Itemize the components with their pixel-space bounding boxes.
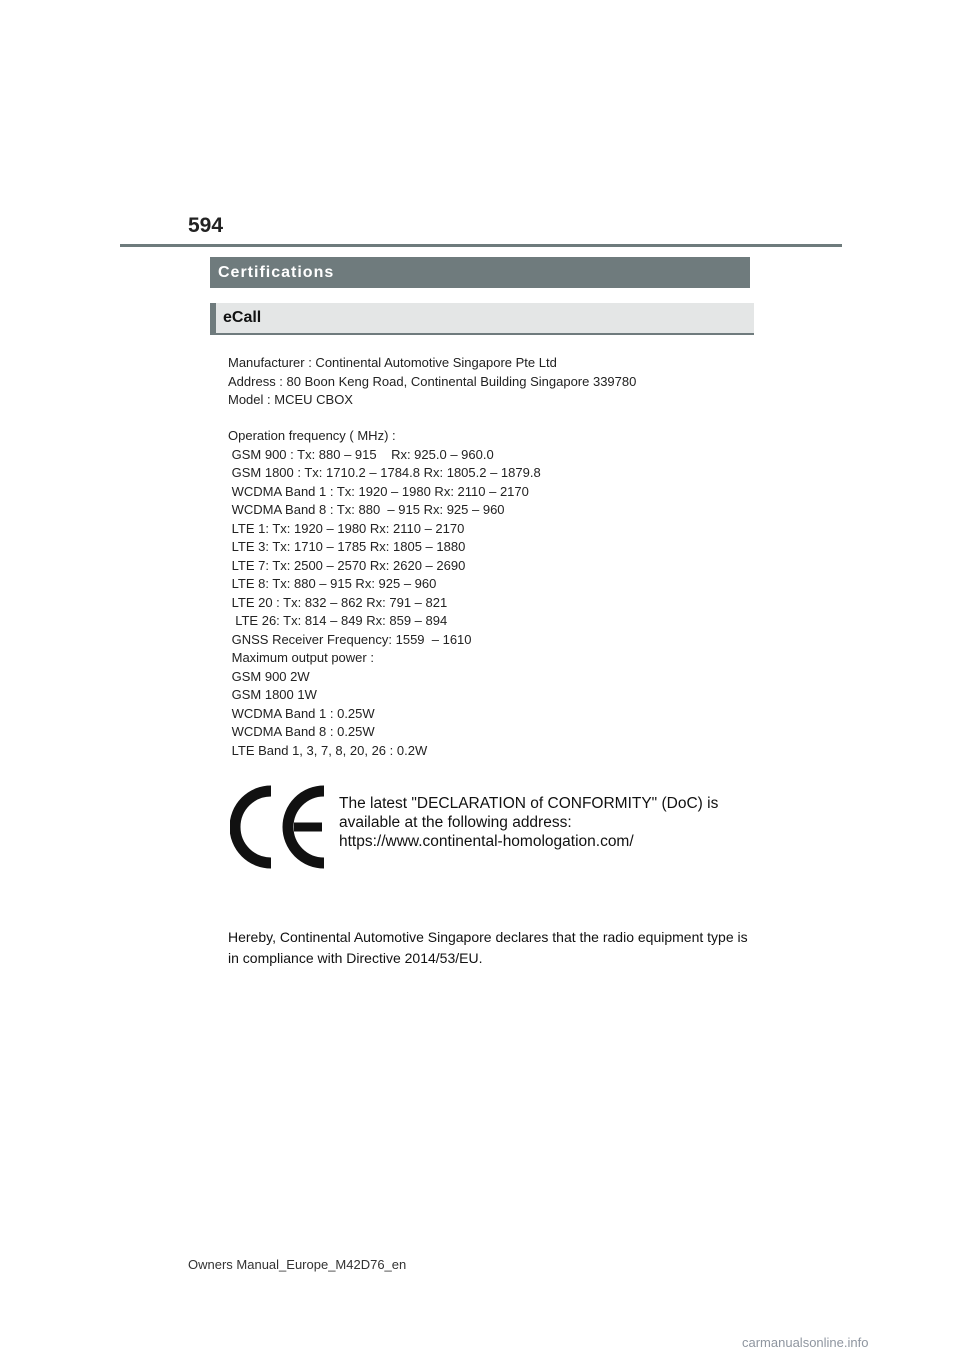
output-power-heading: Maximum output power : — [228, 650, 374, 665]
frequency-line: LTE 3: Tx: 1710 – 1785 Rx: 1805 – 1880 — [228, 539, 466, 554]
header-rule — [120, 244, 842, 247]
frequency-line: GSM 1800 : Tx: 1710.2 – 1784.8 Rx: 1805.2 – 1879.8 — [228, 465, 541, 480]
footer-manual-id: Owners Manual_Europe_M42D76_en — [188, 1257, 407, 1272]
manufacturer-info — [228, 354, 636, 410]
ce-mark-icon — [230, 783, 326, 871]
frequency-line: LTE 1: Tx: 1920 – 1980 Rx: 2110 – 2170 — [228, 520, 465, 536]
conformity-declaration: Hereby, Continental Automotive Singapore declares that the radio equipment type is in compliance with Directive 2014/53/EU. — [228, 929, 748, 966]
frequency-line: LTE 7: Tx: 2500 – 2570 Rx: 2620 – 2690 — [228, 557, 466, 573]
doc-note-line: available at the following address: — [339, 814, 572, 831]
frequency-line: WCDMA Band 8 : Tx: 880 – 915 Rx: 925 – 960 — [228, 502, 505, 517]
frequency-list — [228, 427, 541, 760]
output-power-line: WCDMA Band 8 : 0.25W — [228, 724, 375, 739]
page-number: 594 — [188, 214, 224, 237]
address-line: Address : 80 Boon Keng Road, Continental Building Singapore 339780 — [228, 373, 637, 389]
frequency-line: GNSS Receiver Frequency: 1559 – 1610 — [228, 631, 472, 647]
frequency-line: LTE 8: Tx: 880 – 915 Rx: 925 – 960 — [228, 576, 437, 591]
doc-availability-note — [339, 794, 759, 851]
model-line: Model : MCEU CBOX — [228, 392, 353, 407]
frequency-heading: Operation frequency ( MHz) : — [228, 428, 396, 443]
output-power-line: LTE Band 1, 3, 7, 8, 20, 26 : 0.2W — [228, 742, 428, 758]
watermark: carmanualsonline.info — [742, 1335, 869, 1350]
subsection-title: eCall — [223, 309, 262, 326]
subsection-title-bar — [210, 303, 754, 335]
frequency-line: LTE 20 : Tx: 832 – 862 Rx: 791 – 821 — [228, 594, 448, 610]
frequency-line: LTE 26: Tx: 814 – 849 Rx: 859 – 894 — [228, 613, 448, 628]
frequency-line: GSM 900 : Tx: 880 – 915 Rx: 925.0 – 960.0 — [228, 446, 494, 462]
output-power-line: GSM 1800 1W — [228, 687, 317, 702]
doc-note-line: The latest "DECLARATION of CONFORMITY" (DoC) is — [339, 795, 719, 812]
manufacturer-line: Manufacturer : Continental Automotive Singapore Pte Ltd — [228, 355, 557, 370]
output-power-line: GSM 900 2W — [228, 668, 310, 684]
doc-url: https://www.continental-homologation.com/ — [339, 833, 634, 850]
section-title: Certifications — [218, 263, 335, 281]
frequency-line: WCDMA Band 1 : Tx: 1920 – 1980 Rx: 2110 – 2170 — [228, 483, 529, 499]
output-power-line: WCDMA Band 1 : 0.25W — [228, 705, 375, 721]
section-title-bar — [210, 257, 750, 288]
